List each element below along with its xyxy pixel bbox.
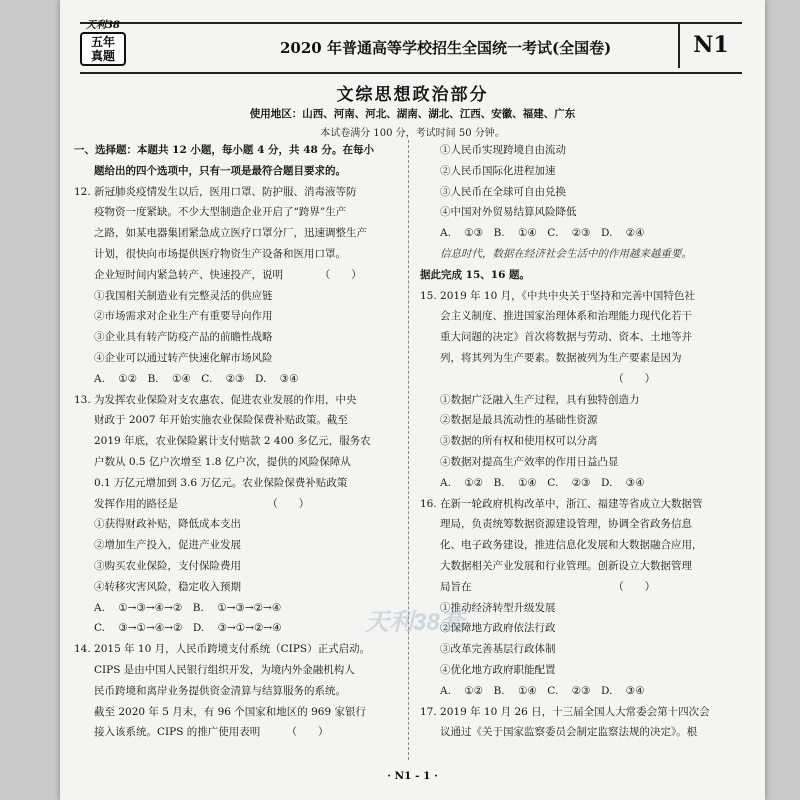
text-line: ④企业可以通过转产快速化解市场风险 xyxy=(94,351,273,364)
text-line: 疫物资一度紧缺。不少大型制造企业开启了“跨界”生产 xyxy=(94,206,347,219)
text-line: ①人民币实现跨境自由流动 xyxy=(440,144,566,156)
text-line: 12. 新冠肺炎疫情发生以后，医用口罩、防护服、消毒液等防 xyxy=(74,185,357,198)
tianli-logo xyxy=(80,20,126,70)
text-line: 15. 2019 年 10 月，《中共中央关于坚持和完善中国特色社 xyxy=(420,289,695,302)
text-line: 户数从 0.5 亿户次增至 1.8 亿户次，提供的风险保障从 xyxy=(94,455,351,468)
text-line: A. ①② B. ①④ C. ②③ D. ③④ xyxy=(94,372,299,385)
text-line: ①数据广泛融入生产过程，具有独特创造力 xyxy=(440,393,640,406)
text-line: 2019 年底，农业保险累计支付赔款 2 400 多亿元，服务农 xyxy=(94,435,371,448)
text-line: ③改革完善基层行政体制 xyxy=(440,643,556,656)
text-line: 16. 在新一轮政府机构改革中，浙江、福建等省成立大数据管 xyxy=(420,497,703,510)
watermark-logo xyxy=(360,600,510,670)
exam-header xyxy=(80,22,742,74)
paper-code: N1 xyxy=(678,22,742,68)
text-line: 企业短时间内紧急转产、快速投产，说明 （ ） xyxy=(94,268,362,281)
text-line: ②数据是最具流动性的基础性资源 xyxy=(440,414,598,427)
text-line: ④优化地方政府职能配置 xyxy=(440,663,556,676)
text-line: ②增加生产投入，促进产业发展 xyxy=(94,539,241,552)
logo-line-2: 真题 xyxy=(90,49,115,63)
left-column xyxy=(74,140,394,743)
text-line: ②人民币国际化进程加速 xyxy=(440,164,556,177)
exam-title: 2020 年普通高等学校招生全国统一考试(全国卷) xyxy=(280,39,612,57)
text-line: ③企业具有转产防疫产品的前瞻性战略 xyxy=(94,331,273,344)
text-line: ③购买农业保险，支付保险费用 xyxy=(94,559,241,572)
page-number: · N1 - 1 · xyxy=(387,770,438,782)
text-line: 局旨在 （ ） xyxy=(440,580,656,593)
text-line: 0.1 万亿元增加到 3.6 万亿元。农业保险保费补贴政策 xyxy=(94,476,348,489)
text-line: 计划，很快向市场提供医疗物资生产设备和医用口罩。 xyxy=(94,247,346,260)
exam-page xyxy=(60,0,765,800)
text-line: A. ①→③→④→② B. ①→③→②→④ xyxy=(94,601,282,614)
text-line: ②保障地方政府依法行政 xyxy=(440,622,556,635)
text-line: （ ） xyxy=(440,372,656,385)
logo-brand: 天利38 xyxy=(86,20,120,31)
text-line: 化、电子政务建设，推进信息化发展和大数据融合应用， xyxy=(440,539,703,552)
logo-line-1: 五年 xyxy=(90,35,115,49)
text-line: 一、选择题：本题共 12 小题，每小题 4 分，共 48 分。在每小 xyxy=(74,144,374,156)
text-line: ③数据的所有权和使用权可以分离 xyxy=(440,435,598,448)
text-line: ①推动经济转型升级发展 xyxy=(440,601,556,614)
text-line: 大数据相关产业发展和行业管理。创新设立大数据管理 xyxy=(440,559,692,572)
text-line: 信息时代，数据在经济社会生活中的作用越来越重要。 xyxy=(440,247,692,260)
text-line: 财政于 2007 年开始实施农业保险保费补贴政策。截至 xyxy=(94,414,348,427)
text-line: A. ①② B. ①④ C. ②③ D. ③④ xyxy=(440,476,645,489)
text-line: 理局，负责统筹数据资源建设管理，协调全省政务信息 xyxy=(440,518,692,531)
text-line: ④数据对提高生产效率的作用日益凸显 xyxy=(440,455,619,468)
subject-title: 文综思想政治部分 xyxy=(336,85,489,105)
text-line: ④中国对外贸易结算风险降低 xyxy=(440,206,577,219)
text-line: ④转移灾害风险，稳定收入预期 xyxy=(94,580,241,593)
text-line: 会主义制度、推进国家治理体系和治理能力现代化若干 xyxy=(440,310,692,323)
text-line: 重大问题的决定》首次将数据与劳动、资本、土地等并 xyxy=(440,331,692,344)
text-line: 之路，如某电器集团紧急成立医疗口罩分厂，迅速调整生产 xyxy=(94,227,367,240)
text-line: 14. 2015 年 10 月，人民币跨境支付系统（CIPS）正式启动。 xyxy=(74,643,371,656)
text-line: ③人民币在全球可自由兑换 xyxy=(440,185,566,198)
score-time-line: 本试卷满分 100 分，考试时间 50 分钟。 xyxy=(320,128,505,139)
text-line: 截至 2020 年 5 月末，有 96 个国家和地区的 969 家银行 xyxy=(94,705,367,718)
text-line: ①我国相关制造业有完整灵活的供应链 xyxy=(94,289,273,302)
text-line: 据此完成 15、16 题。 xyxy=(420,268,531,281)
regions-line: 使用地区：山西、河南、河北、湖南、湖北、江西、安徽、福建、广东 xyxy=(249,108,576,120)
text-line: CIPS 是由中国人民银行组织开发，为境内外金融机构人 xyxy=(94,663,355,676)
text-line: 民币跨境和离岸业务提供资金清算与结算服务的系统。 xyxy=(94,684,346,697)
text-line: A. ①③ B. ①④ C. ②③ D. ②④ xyxy=(440,227,645,240)
text-line: 议通过《关于国家监察委员会制定监察法规的决定》。根 xyxy=(440,726,698,739)
text-line: 题给出的四个选项中，只有一项是最符合题目要求的。 xyxy=(94,164,346,177)
text-line: 17. 2019 年 10 月 26 日，十三届全国人大常委会第十四次会 xyxy=(420,705,710,718)
text-line: 接入该系统。CIPS 的推广使用表明 （ ） xyxy=(94,726,329,739)
text-line: 列，将其列为生产要素。数据被列为生产要素是因为 xyxy=(440,351,682,364)
text-line: A. ①② B. ①④ C. ②③ D. ③④ xyxy=(440,684,645,697)
watermark-text: 天利38套 xyxy=(365,609,464,636)
text-line: ①获得财政补贴，降低成本支出 xyxy=(94,518,241,531)
text-line: C. ③→①→④→② D. ③→①→②→④ xyxy=(94,622,282,635)
text-line: ②市场需求对企业生产有重要导向作用 xyxy=(94,310,273,323)
logo-badge xyxy=(80,32,126,66)
text-line: 发挥作用的路径是 （ ） xyxy=(94,497,310,510)
text-line: 13. 为发挥农业保险对支农惠农、促进农业发展的作用，中央 xyxy=(74,393,357,406)
